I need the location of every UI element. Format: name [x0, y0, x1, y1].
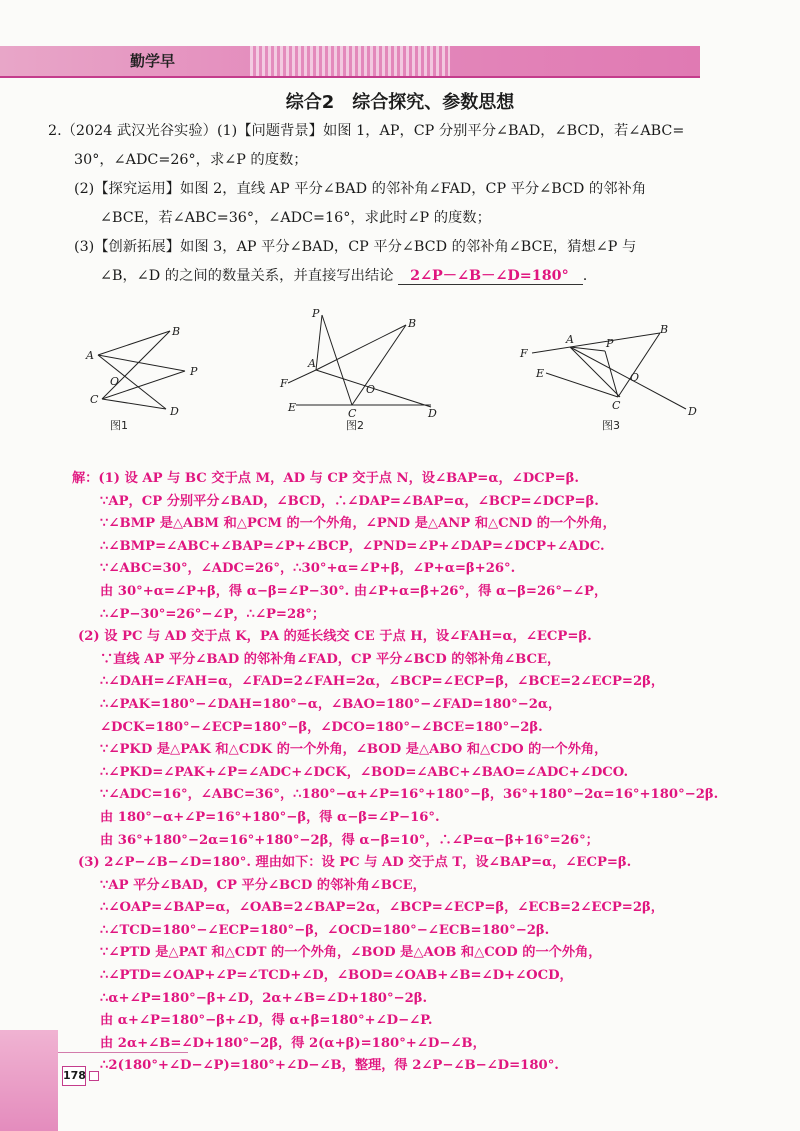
solution-line: ∵AP，CP 分别平分∠BAD，∠BCD，∴∠DAP=∠BAP=α，∠BCP=∠DCP=β.	[100, 493, 599, 509]
solution-line: 由 α+∠P=180°−β+∠D，得 α+β=180°+∠D−∠P.	[100, 1013, 433, 1029]
fig1-point-label: O	[110, 375, 120, 388]
fig2-point-label: B	[408, 317, 417, 330]
fig2-point-label: P	[312, 307, 320, 320]
fig1-point-label: B	[172, 325, 181, 338]
problem-line	[48, 262, 708, 291]
solution-line: ∴∠PAK=180°−∠DAH=180°−α，∠BAO=180°−∠FAD=180°−2α，	[100, 696, 562, 712]
fig3-point-label: P	[606, 337, 614, 350]
fig1-point-label: C	[90, 393, 99, 406]
solution-line: ∠DCK=180°−∠ECP=180°−β，∠DCO=180°−∠BCE=180°−2β.	[100, 719, 543, 735]
solution-line: ∵∠ABC=30°，∠ADC=26°，∴30°+α=∠P+β，∠P+α=β+26°.	[100, 561, 516, 577]
solution-line: ∴∠PKD=∠PAK+∠P=∠ADC+∠DCK，∠BOD=∠ABC+∠BAO=∠ADC+∠DCO.	[100, 764, 629, 780]
fig3-point-label: F	[520, 347, 528, 360]
solution-line: 由 180°−α+∠P=16°+180°−β，得 α−β=∠P−16°.	[100, 809, 440, 825]
solution-line: 由 30°+α=∠P+β，得 α−β=∠P−30°. 由∠P+α=β+26°，得 α−β=26°−∠P，	[100, 583, 608, 599]
solution-line: ∵∠BMP 是△ABM 和△PCM 的一个外角，∠PND 是△ANP 和△CND 的一个外角，	[100, 516, 616, 532]
footer-color-bar	[0, 1030, 58, 1131]
fig2-point-label: C	[348, 407, 357, 420]
fig2-caption: 图2	[346, 419, 364, 432]
problem-line: (2)【探究运用】如图 2，直线 AP 平分∠BAD 的邻补角∠FAD，CP 平分∠BCD 的邻补角	[74, 181, 647, 197]
problem-line-text: ∠B，∠D 的之间的数量关系，并直接写出结论	[100, 268, 394, 284]
fig3-point-label: A	[566, 333, 574, 346]
page-number: 178	[62, 1066, 86, 1086]
solution-line: ∴∠TCD=180°−∠ECP=180°−β，∠OCD=180°−∠ECB=180°−2β.	[100, 922, 550, 938]
solution-line: ∵∠ADC=16°，∠ABC=36°，∴180°−α+∠P=16°+180°−β，36°+180°−2α=16°+180°−2β.	[100, 787, 719, 803]
solution-line: ∵直线 AP 平分∠BAD 的邻补角∠FAD，CP 平分∠BCD 的邻补角∠BCE，	[100, 651, 561, 667]
problem-line: (3)【创新拓展】如图 3，AP 平分∠BAD，CP 平分∠BCD 的邻补角∠BCE，猜想∠P 与	[74, 239, 637, 255]
figure-2	[276, 305, 456, 435]
solution-line: ∵AP 平分∠BAD，CP 平分∠BCD 的邻补角∠BCE，	[100, 877, 426, 893]
brand-label: 勤学早	[130, 52, 176, 70]
figures	[80, 305, 720, 435]
fig3-point-label: B	[660, 323, 669, 336]
fig2-point-label: F	[280, 377, 288, 390]
fig1-caption: 图1	[110, 419, 128, 432]
fig3-caption: 图3	[602, 419, 620, 432]
problem-block	[48, 117, 708, 291]
footer-rule	[58, 1052, 188, 1053]
figure-1	[80, 305, 230, 435]
solution-line: ∴α+∠P=180°−β+∠D，2α+∠B=∠D+180°−2β.	[100, 990, 428, 1006]
header-stripes	[250, 46, 450, 76]
solution-line: 由 36°+180°−2α=16°+180°−2β，得 α−β=10°，∴∠P=α−β+16°=26°；	[100, 832, 599, 848]
solution-line: 解：(1) 设 AP 与 BC 交于点 M，AD 与 CP 交于点 N，设∠BAP=α，∠DCP=β.	[72, 471, 579, 486]
fig2-point-label: A	[308, 357, 316, 370]
figure-3	[510, 305, 710, 435]
fig2-point-label: O	[366, 383, 376, 396]
fig1-point-label: A	[86, 349, 94, 362]
solution-line: 由 2α+∠B=∠D+180°−2β，得 2(α+β)=180°+∠D−∠B，	[100, 1035, 486, 1051]
fig2-point-label: E	[288, 401, 297, 414]
solution-line: ∵∠PKD 是△PAK 和△CDK 的一个外角，∠BOD 是△ABO 和△CDO 的一个外角，	[100, 742, 608, 758]
solution-line: (2) 设 PC 与 AD 交于点 K，PA 的延长线交 CE 于点 H，设∠FAH=α，∠ECP=β.	[78, 629, 592, 645]
problem-line: 30°，∠ADC=26°，求∠P 的度数；	[74, 152, 308, 168]
solution-line: ∵∠PTD 是△PAT 和△CDT 的一个外角，∠BOD 是△AOB 和△COD 的一个外角，	[100, 945, 602, 961]
fig3-point-label: D	[688, 405, 697, 418]
solution-block	[72, 468, 732, 1078]
fig3-point-label: C	[612, 399, 621, 412]
solution-line: ∴∠P−30°=26°−∠P，∴∠P=28°；	[100, 606, 326, 622]
problem-line: 2.（2024 武汉光谷实验）(1)【问题背景】如图 1，AP，CP 分别平分∠BAD，∠BCD，若∠ABC=	[48, 123, 685, 139]
solution-line: ∴∠BMP=∠ABC+∠BAP=∠P+∠BCP，∠PND=∠P+∠DAP=∠DCP+∠ADC.	[100, 538, 605, 554]
solution-line: (3) 2∠P−∠B−∠D=180°. 理由如下：设 PC 与 AD 交于点 T，设∠BAP=α，∠ECP=β.	[78, 855, 632, 871]
section-title: 综合2 综合探究、参数思想	[285, 92, 515, 113]
answer-fill: 2∠P－∠B－∠D=180°	[398, 268, 583, 285]
fig3-point-label: E	[536, 367, 545, 380]
solution-line: ∴∠PTD=∠OAP+∠P=∠TCD+∠D，∠BOD=∠OAB+∠B=∠D+∠OCD，	[100, 968, 573, 984]
fig2-point-label: D	[428, 407, 437, 420]
fig1-point-label: D	[170, 405, 179, 418]
answer-end: .	[582, 268, 588, 284]
fig3-point-label: O	[630, 371, 640, 384]
problem-line: ∠BCE，若∠ABC=36°，∠ADC=16°，求此时∠P 的度数；	[100, 210, 491, 226]
fig1-point-label: P	[190, 365, 198, 378]
solution-line: ∴∠OAP=∠BAP=α，∠OAB=2∠BAP=2α，∠BCP=∠ECP=β，∠ECB=2∠ECP=2β，	[100, 900, 664, 916]
page-square-icon	[89, 1071, 99, 1081]
solution-line: ∴∠DAH=∠FAH=α，∠FAD=2∠FAH=2α，∠BCP=∠ECP=β，∠BCE=2∠ECP=2β，	[100, 674, 665, 690]
solution-line: ∴2(180°+∠D−∠P)=180°+∠D−∠B，整理，得 2∠P−∠B−∠D=180°.	[100, 1058, 559, 1074]
